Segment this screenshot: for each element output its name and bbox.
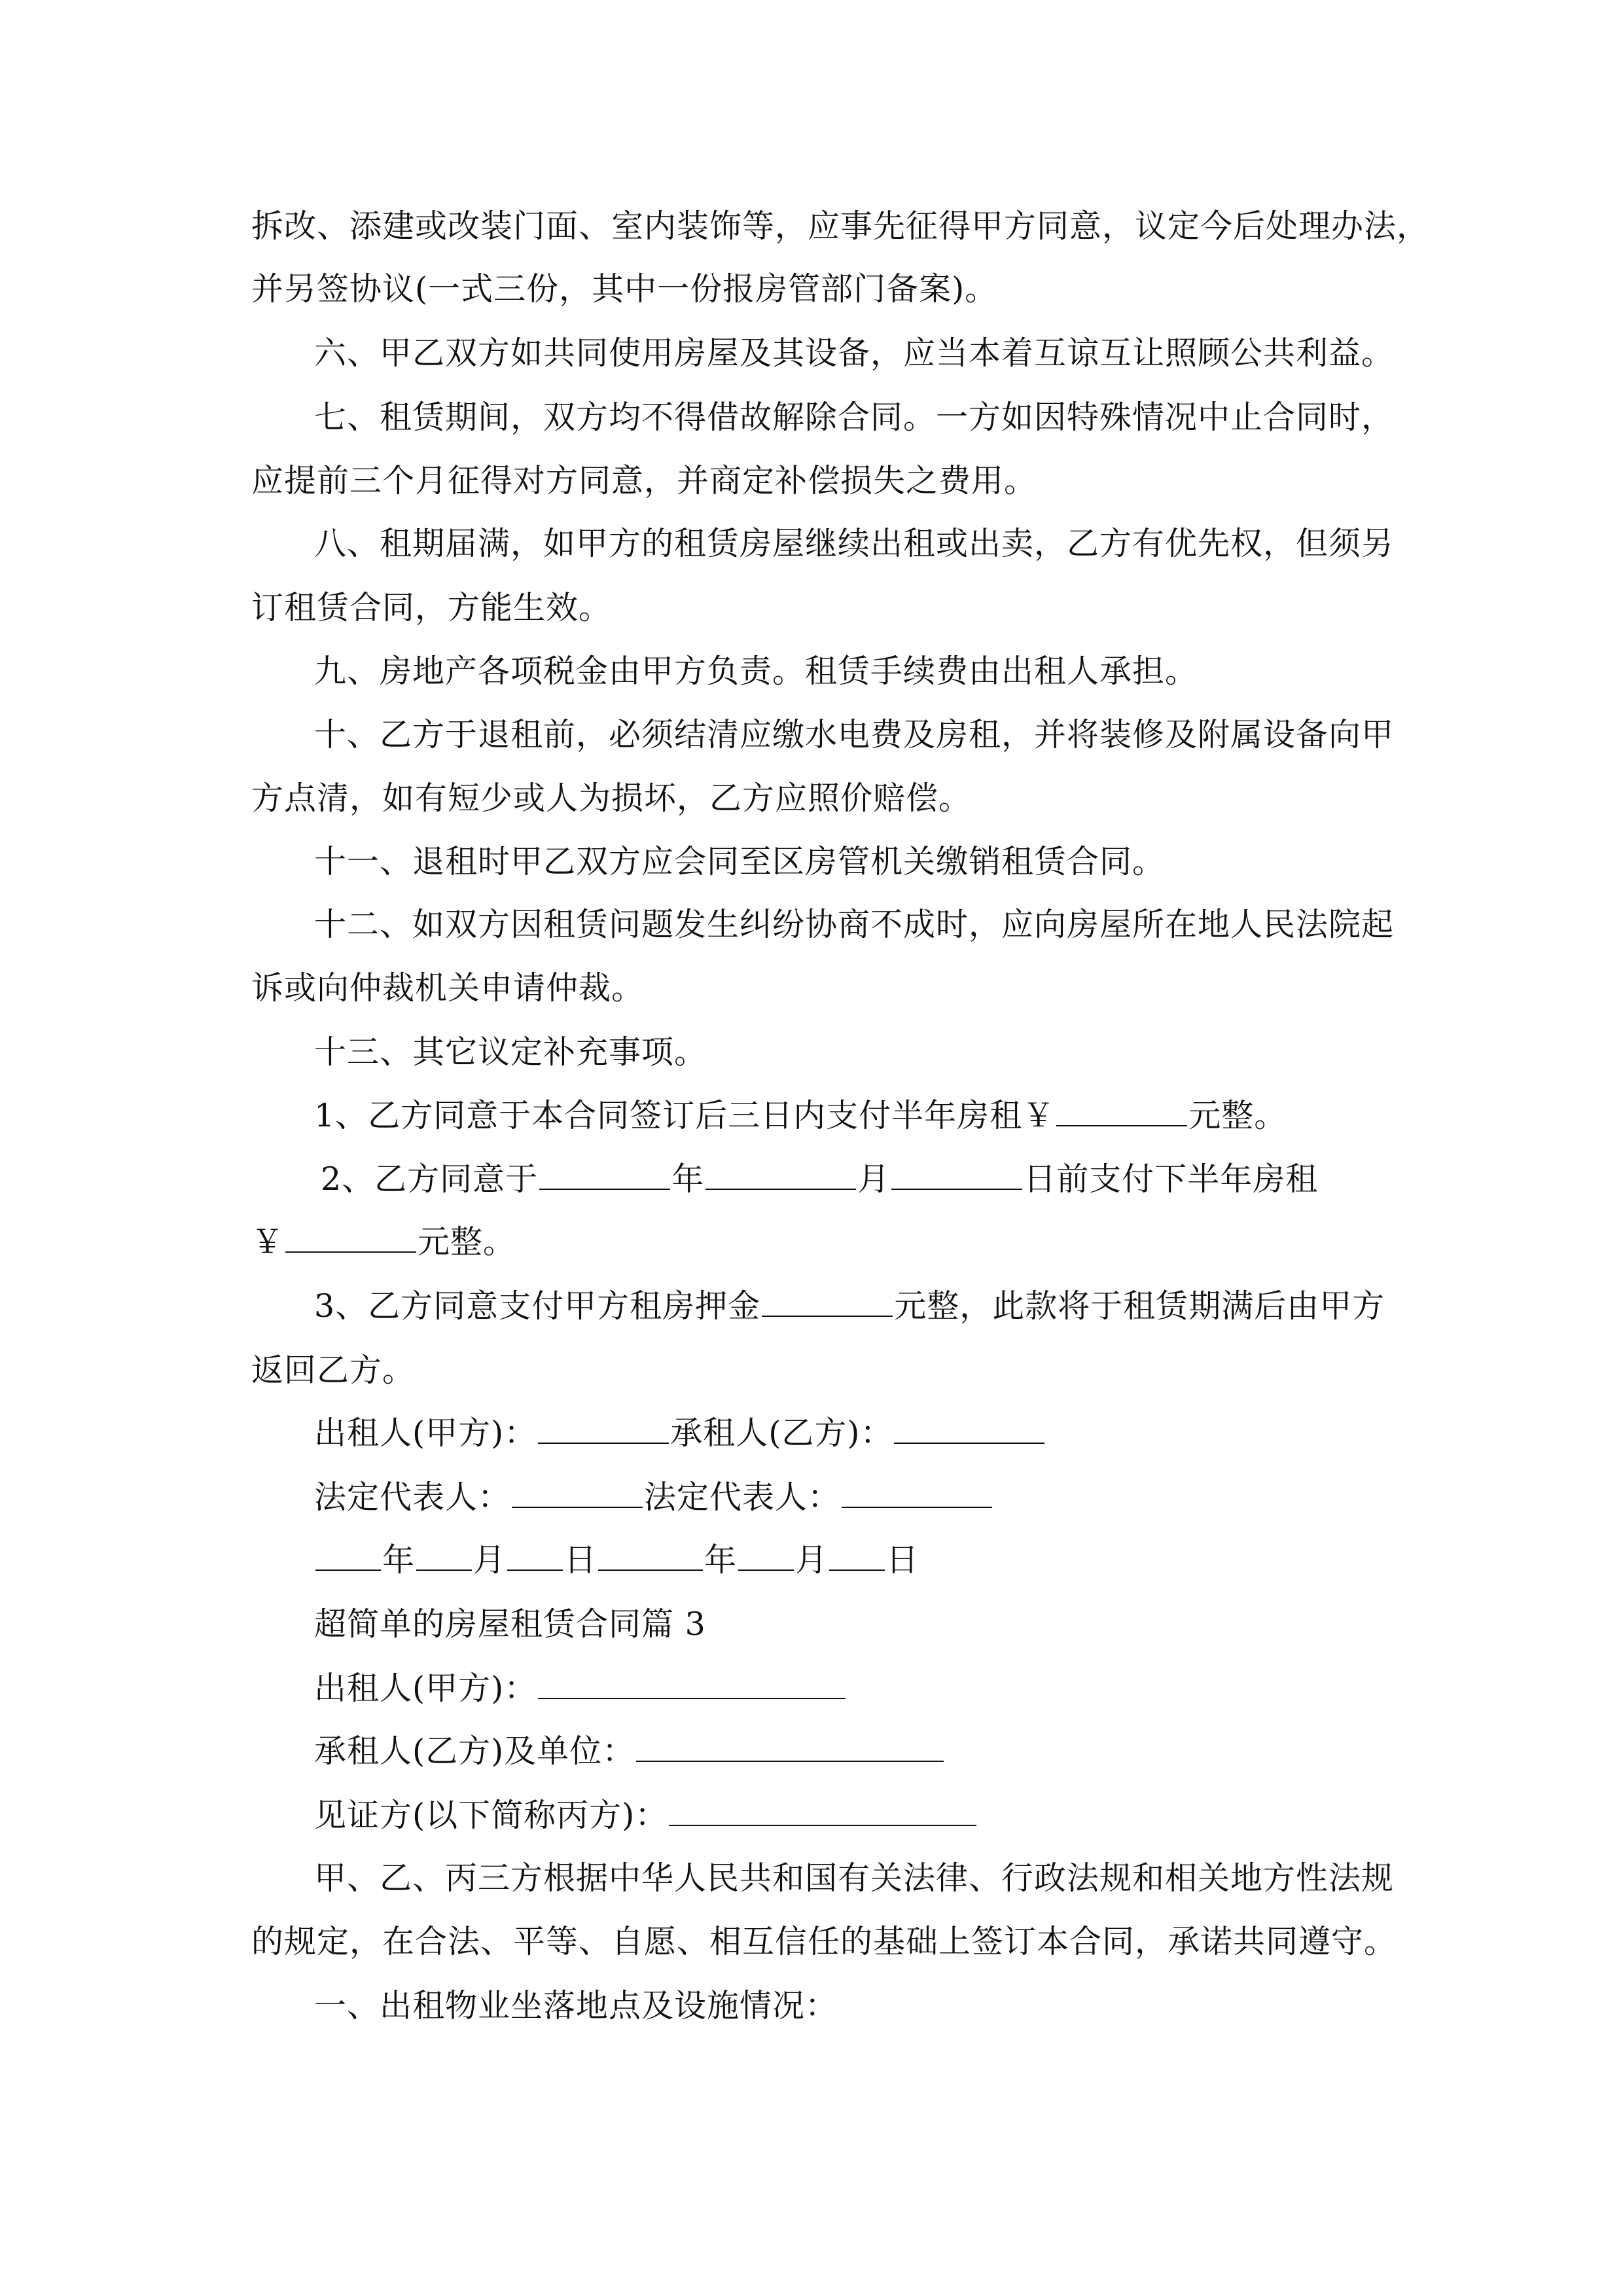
year-label: 年: [704, 1541, 738, 1579]
clause-1-suffix: 元整。: [1188, 1097, 1287, 1134]
rent-amount-blank[interactable]: [1056, 1096, 1187, 1126]
text-line: 一、出租物业坐落地点及设施情况：: [314, 1987, 838, 2024]
second-half-rent-blank[interactable]: [285, 1223, 416, 1253]
section-lessor-label: 出租人(甲方)：: [314, 1670, 537, 1707]
lessor-blank[interactable]: [538, 1414, 669, 1444]
signature-dates: [314, 1541, 919, 1580]
clause-2-prefix: 2、乙方同意于: [321, 1160, 539, 1198]
clause-2-suffix: 元整。: [418, 1223, 516, 1261]
year-label: 年: [671, 1160, 705, 1198]
text-line: 诉或向仲裁机关申请仲裁。: [251, 969, 645, 1007]
text-line: 并另签协议(一式三份，其中一份报房管部门备案)。: [251, 270, 998, 308]
payment-year-blank[interactable]: [539, 1160, 670, 1190]
text-line: 订租赁合同，方能生效。: [251, 589, 612, 626]
payment-day-blank[interactable]: [891, 1160, 1022, 1190]
lessor-label: 出租人(甲方)：: [314, 1414, 537, 1452]
text-line: 甲、乙、丙三方根据中华人民共和国有关法律、行政法规和相关地方性法规: [314, 1859, 1395, 1897]
date-1-month-blank[interactable]: [416, 1541, 472, 1571]
section-lessor: [314, 1669, 847, 1708]
text-line: 十、乙方于退租前，必须结清应缴水电费及房租，并将装修及附属设备向甲: [314, 716, 1395, 753]
rep-2-label: 法定代表人：: [644, 1479, 841, 1516]
clause-3-suffix: 元整，此款将于租赁期满后由甲方: [894, 1287, 1385, 1325]
section-lessee-label: 承租人(乙方)及单位：: [314, 1732, 635, 1770]
text-line: 十二、如双方因租赁问题发生纠纷协商不成时，应向房屋所在地人民法院起: [314, 906, 1395, 943]
date-2-year-blank[interactable]: [598, 1541, 703, 1571]
month-label: 月: [795, 1541, 829, 1579]
clause-3: [314, 1287, 1385, 1326]
text-line: 六、甲乙双方如共同使用房屋及其设备，应当本着互谅互让照顾公共利益。: [314, 334, 1395, 372]
date-2-month-blank[interactable]: [738, 1541, 794, 1571]
payment-month-blank[interactable]: [705, 1160, 856, 1190]
text-line: 九、房地产各项税金由甲方负责。租赁手续费由出租人承担。: [314, 653, 1198, 690]
month-label: 月: [857, 1160, 891, 1198]
day-label: 日: [886, 1541, 919, 1579]
date-1-year-blank[interactable]: [315, 1541, 381, 1571]
section-witness-blank[interactable]: [669, 1796, 976, 1826]
month-label: 月: [473, 1541, 507, 1579]
lessee-label: 承租人(乙方)：: [670, 1414, 893, 1452]
rep-2-blank[interactable]: [842, 1478, 992, 1508]
clause-1-prefix: 1、乙方同意于本合同签订后三日内支付半年房租￥: [314, 1097, 1056, 1134]
clause-2: [321, 1160, 1318, 1199]
section-witness-label: 见证方(以下简称丙方)：: [314, 1797, 668, 1834]
section-lessee: [314, 1732, 945, 1771]
year-label: 年: [382, 1541, 416, 1579]
deposit-blank[interactable]: [762, 1287, 893, 1317]
text-line: 七、租赁期间，双方均不得借故解除合同。一方如因特殊情况中止合同时，: [314, 399, 1395, 436]
clause-3-prefix: 3、乙方同意支付甲方租房押金: [314, 1287, 761, 1325]
signature-reps: [314, 1478, 993, 1517]
clause-2-day-text: 日前支付下半年房租: [1024, 1160, 1319, 1198]
clause-2-cont: [251, 1223, 516, 1262]
text-line: 八、租期届满，如甲方的租赁房屋继续出租或出卖，乙方有优先权，但须另: [314, 525, 1395, 562]
text-line: 拆改、添建或改装门面、室内装饰等，应事先征得甲方同意，议定今后处理办法，: [251, 207, 1430, 245]
date-2-day-blank[interactable]: [829, 1541, 885, 1571]
section-lessor-blank[interactable]: [538, 1669, 846, 1699]
lessee-blank[interactable]: [894, 1414, 1044, 1444]
text-line: 十三、其它议定补充事项。: [314, 1033, 707, 1071]
section-witness: [314, 1796, 978, 1835]
day-label: 日: [564, 1541, 597, 1579]
section-lessee-blank[interactable]: [636, 1732, 944, 1762]
clause-1: [314, 1096, 1287, 1136]
rep-1-label: 法定代表人：: [314, 1479, 511, 1516]
text-line: 方点清，如有短少或人为损坏，乙方应照价赔偿。: [251, 780, 972, 817]
text-line: 十一、退租时甲乙双方应会同至区房管机关缴销租赁合同。: [314, 843, 1166, 880]
text-line: 应提前三个月征得对方同意，并商定补偿损失之费用。: [251, 462, 1037, 499]
rep-1-blank[interactable]: [512, 1478, 643, 1508]
signature-parties: [314, 1414, 1046, 1453]
text-line: 返回乙方。: [251, 1352, 416, 1389]
date-1-day-blank[interactable]: [507, 1541, 563, 1571]
section-title: 超简单的房屋租赁合同篇 3: [314, 1605, 706, 1643]
text-line: 的规定，在合法、平等、自愿、相互信任的基础上签订本合同，承诺共同遵守。: [251, 1923, 1397, 1960]
currency-label: ￥: [251, 1223, 285, 1261]
